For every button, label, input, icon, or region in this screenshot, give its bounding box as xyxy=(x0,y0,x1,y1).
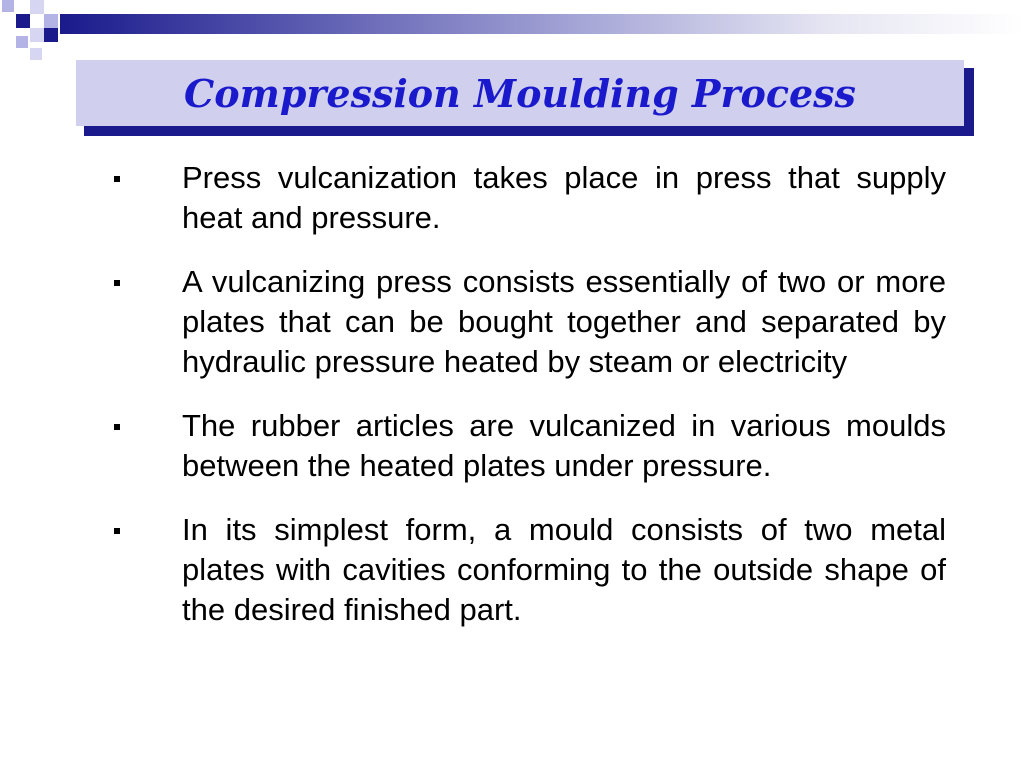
decor-square xyxy=(44,28,58,42)
bullet-text: In its simplest form, a mould consists of two metal plates with cavities conforming to the outside shape of the desired finished part. xyxy=(182,512,946,627)
decor-square xyxy=(30,0,44,14)
bullet-square-icon xyxy=(110,510,182,534)
slide-title: Compression Moulding Process xyxy=(184,70,856,116)
bullet-square-icon xyxy=(110,158,182,182)
bullet-list xyxy=(110,158,946,654)
decor-square xyxy=(30,48,42,60)
bullet-text: A vulcanizing press consists essentially of two or more plates that can be bought together and separated by hydraulic pressure heated by steam or electricity xyxy=(182,264,946,379)
bullet-square-icon xyxy=(110,262,182,286)
title-box xyxy=(76,60,964,126)
header-gradient-bar xyxy=(60,14,1024,34)
decor-square xyxy=(16,36,28,48)
decor-square xyxy=(44,14,58,28)
decor-square xyxy=(30,28,44,42)
list-item xyxy=(110,262,946,382)
decor-square xyxy=(2,0,14,12)
decor-square xyxy=(16,14,30,28)
list-item xyxy=(110,158,946,238)
bullet-text: The rubber articles are vulcanized in various moulds between the heated plates under pressure. xyxy=(182,408,946,483)
list-item xyxy=(110,406,946,486)
bullet-square-icon xyxy=(110,406,182,430)
list-item xyxy=(110,510,946,630)
bullet-text: Press vulcanization takes place in press that supply heat and pressure. xyxy=(182,160,946,235)
